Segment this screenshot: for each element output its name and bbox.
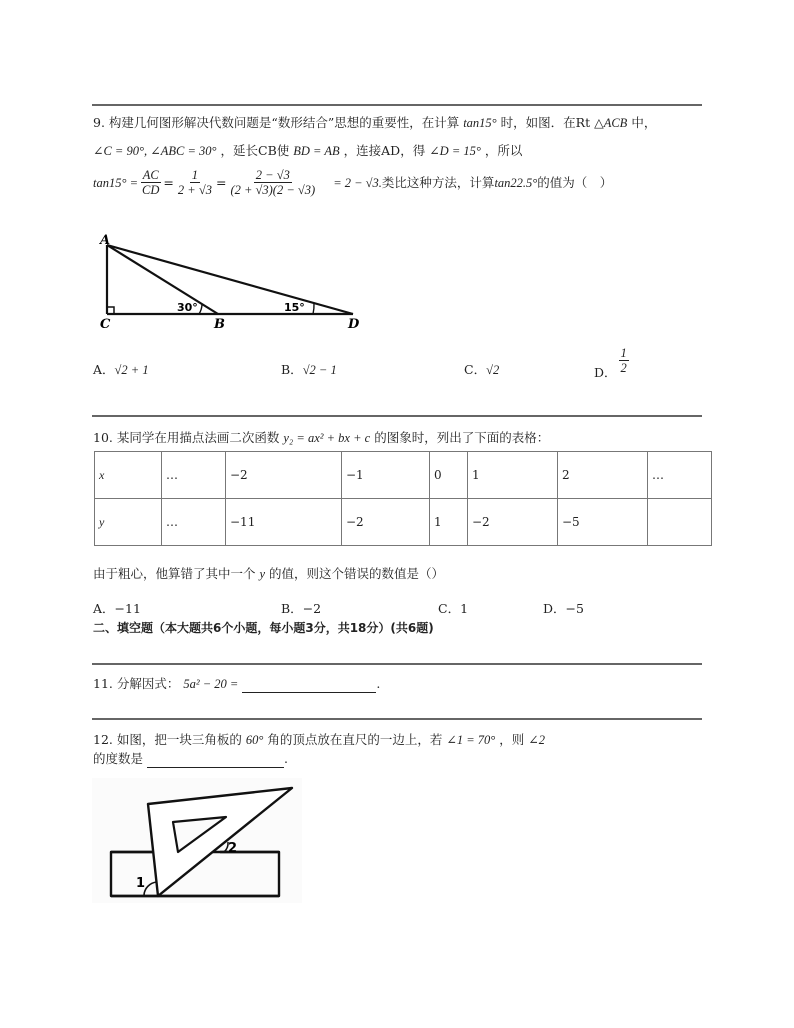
- option-d[interactable]: D． $\frac{1}{2}$: [594, 346, 627, 380]
- answer-blank[interactable]: [147, 751, 284, 768]
- fraction: $\frac{1}{2}$: [620, 346, 627, 375]
- table-cell: 2: [558, 452, 648, 499]
- label-a: A: [100, 233, 111, 248]
- angle-arc-30: [199, 304, 202, 314]
- option-c[interactable]: C．√2: [464, 362, 500, 377]
- table-cell: 1: [468, 452, 558, 499]
- fraction: $\frac{AC}{CD}$: [142, 168, 160, 197]
- answer-blank[interactable]: [242, 676, 376, 693]
- q9-line2: ∠C = 90°, ∠ABC = 30° ，延长CB使 BD = AB ，连接AD，得 ∠D = 15° ，所以: [93, 143, 523, 158]
- table-row-x: [95, 452, 712, 499]
- q10-line2: 由于粗心，他算错了其中一个 y 的值，则这个错误的数值是（）: [93, 566, 445, 581]
- q12-line2: 的度数是 .: [93, 751, 288, 766]
- divider-rule: [92, 663, 702, 665]
- table-cell: [648, 499, 712, 546]
- table-cell: y: [95, 499, 162, 546]
- table-cell: …: [162, 452, 226, 499]
- table-cell: −1: [342, 452, 430, 499]
- value-table: [94, 451, 712, 546]
- question-number: 10.: [93, 430, 113, 445]
- side-ab: [107, 245, 218, 314]
- triangle-figure: [95, 228, 370, 333]
- label-c: C: [100, 317, 111, 332]
- divider-rule: [92, 415, 702, 417]
- q11-line: 11. 分解因式： 5a² − 20 = .: [93, 676, 381, 691]
- option-b[interactable]: B．−2: [281, 601, 322, 616]
- question-number: 11.: [93, 676, 113, 691]
- ruler-triangle-figure: [92, 778, 302, 903]
- table-cell: x: [95, 452, 162, 499]
- option-a[interactable]: A．−11: [93, 601, 141, 616]
- angle-label-2: 2: [228, 841, 238, 856]
- label-d: D: [348, 317, 360, 332]
- option-c[interactable]: C．1: [438, 601, 469, 616]
- table-cell: −11: [226, 499, 342, 546]
- table-cell: −2: [342, 499, 430, 546]
- angle-arc-15: [313, 303, 314, 314]
- table-cell: 0: [430, 452, 468, 499]
- q9-line1: 9. 构建几何图形解决代数问题是“数形结合”思想的重要性，在计算 tan15° 时，如图．在Rt △ACB 中，: [93, 115, 657, 130]
- table-cell: …: [648, 452, 712, 499]
- angle-label-1: 1: [136, 876, 146, 891]
- option-d[interactable]: D．−5: [543, 601, 584, 616]
- angle-label-30: 30°: [177, 301, 198, 314]
- question-number: 12.: [93, 732, 113, 747]
- q12-line1: 12. 如图，把一块三角板的 60° 角的顶点放在直尺的一边上，若 ∠1 = 70° ，则 ∠2: [93, 732, 545, 747]
- table-cell: −2: [226, 452, 342, 499]
- section-heading: 二、填空题（本大题共6个小题，每小题3分，共18分）(共6题): [93, 621, 434, 635]
- divider-rule: [92, 718, 702, 720]
- table-cell: −2: [468, 499, 558, 546]
- option-b[interactable]: B．√2 − 1: [281, 362, 337, 377]
- table-cell: …: [162, 499, 226, 546]
- table-row-y: [95, 499, 712, 546]
- fraction: $\frac{2 - √3}{(2 + √3)(2 - √3)}$: [230, 168, 316, 197]
- divider-rule: [92, 104, 702, 106]
- q10-line1: 10. 某同学在用描点法画二次函数 y₂ = ax² + bx + c 的图象时，列出了下面的表格：: [93, 430, 550, 445]
- q9-line3: tan15° = $\frac{AC}{CD}$ = $\frac{1}{2 + √3}$ = $\frac{2 - √3}{(2 + √3)(2 - √3)}$ = 2 − √3. 类比这种方法，计算 tan22.5° 的值为（ ）: [93, 168, 613, 197]
- side-ad: [107, 245, 353, 314]
- option-a[interactable]: A．√2 + 1: [93, 362, 149, 377]
- question-number: 9.: [93, 115, 105, 130]
- label-b: B: [214, 317, 225, 332]
- angle-label-15: 15°: [284, 301, 305, 314]
- fraction: $\frac{1}{2 + √3}$: [177, 168, 212, 197]
- table-cell: 1: [430, 499, 468, 546]
- table-cell: −5: [558, 499, 648, 546]
